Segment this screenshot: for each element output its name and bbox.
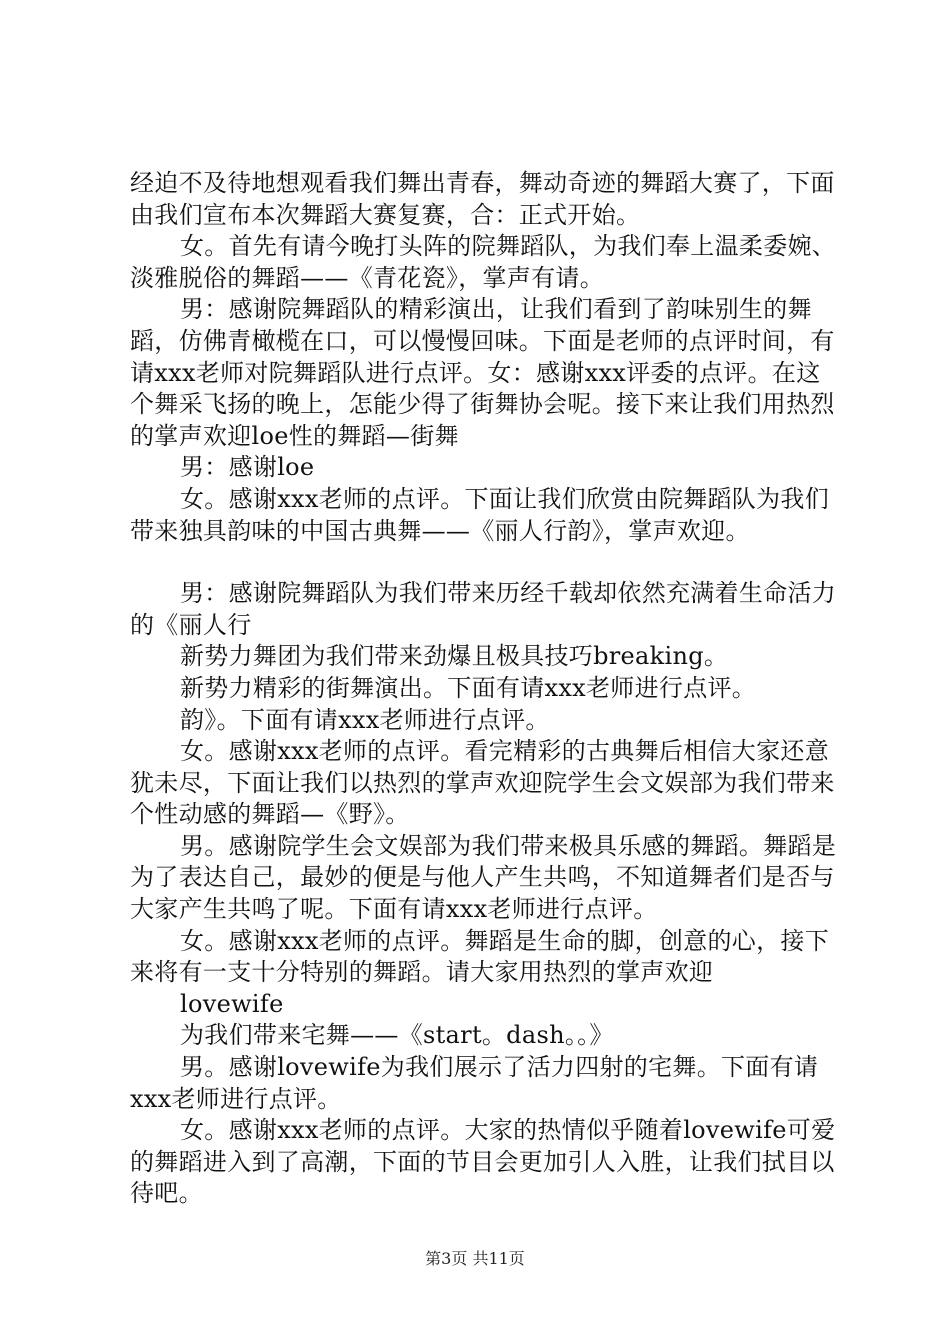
paragraph-5: 女。感谢xxx老师的点评。下面让我们欣赏由院舞蹈队为我们带来独具韵味的中国古典舞——《丽人行韵》，掌声欢迎。 <box>130 484 830 545</box>
paragraph-8: 新势力精彩的街舞演出。下面有请xxx老师进行点评。 <box>180 673 757 702</box>
paragraph-4: 男：感谢loe <box>180 453 315 482</box>
paragraph-10: 女。感谢xxx老师的点评。看完精彩的古典舞后相信大家还意犹未尽，下面让我们以热烈的掌声欢迎院学生会文娱部为我们带来个性动感的舞蹈—《野》。 <box>130 737 835 829</box>
paragraph-13: lovewife <box>180 989 284 1018</box>
paragraph-12: 女。感谢xxx老师的点评。舞蹈是生命的脚，创意的心，接下来将有一支十分特别的舞蹈。请大家用热烈的掌声欢迎 <box>130 926 830 987</box>
paragraph-9: 韵》。下面有请xxx老师进行点评。 <box>180 705 550 734</box>
paragraph-3: 男：感谢院舞蹈队的精彩演出，让我们看到了韵味别生的舞蹈，仿佛青橄榄在口，可以慢慢回味。下面是老师的点评时间，有请xxx老师对院舞蹈队进行点评。女：感谢xxx评委的点评。在这个舞采飞扬的晚上，怎能少得了街舞协会呢。接下来让我们用热烈的掌声欢迎loe性的舞蹈—街舞 <box>130 295 835 450</box>
page-number-footer: 第3页 共11页 <box>425 1249 525 1268</box>
document-body <box>130 168 840 1210</box>
paragraph-11: 男。感谢院学生会文娱部为我们带来极具乐感的舞蹈。舞蹈是为了表达自己，最妙的便是与他人产生共鸣，不知道舞者们是否与大家产生共鸣了呢。下面有请xxx老师进行点评。 <box>130 831 837 924</box>
paragraph-7: 新势力舞团为我们带来劲爆且极具技巧breaking。 <box>180 642 729 671</box>
paragraph-6: 男：感谢院舞蹈队为我们带来历经千载却依然充满着生命活力的《丽人行 <box>130 579 837 639</box>
paragraph-16: 女。感谢xxx老师的点评。大家的热情似乎随着lovewife可爱的舞蹈进入到了高潮，下面的节目会更加引人入胜，让我们拭目以待吧。 <box>130 1116 836 1208</box>
paragraph-1: 经迫不及待地想观看我们舞出青春，舞动奇迹的舞蹈大赛了，下面由我们宣布本次舞蹈大赛复赛，合：正式开始。 <box>130 169 835 229</box>
paragraph-2: 女。首先有请今晚打头阵的院舞蹈队，为我们奉上温柔委婉、淡雅脱俗的舞蹈——《青花瓷》，掌声有请。 <box>130 232 837 292</box>
paragraph-14: 为我们带来宅舞——《start。dash。。》 <box>180 1021 614 1050</box>
paragraph-15: 男。感谢lovewife为我们展示了活力四射的宅舞。下面有请xxx老师进行点评。 <box>130 1053 819 1113</box>
